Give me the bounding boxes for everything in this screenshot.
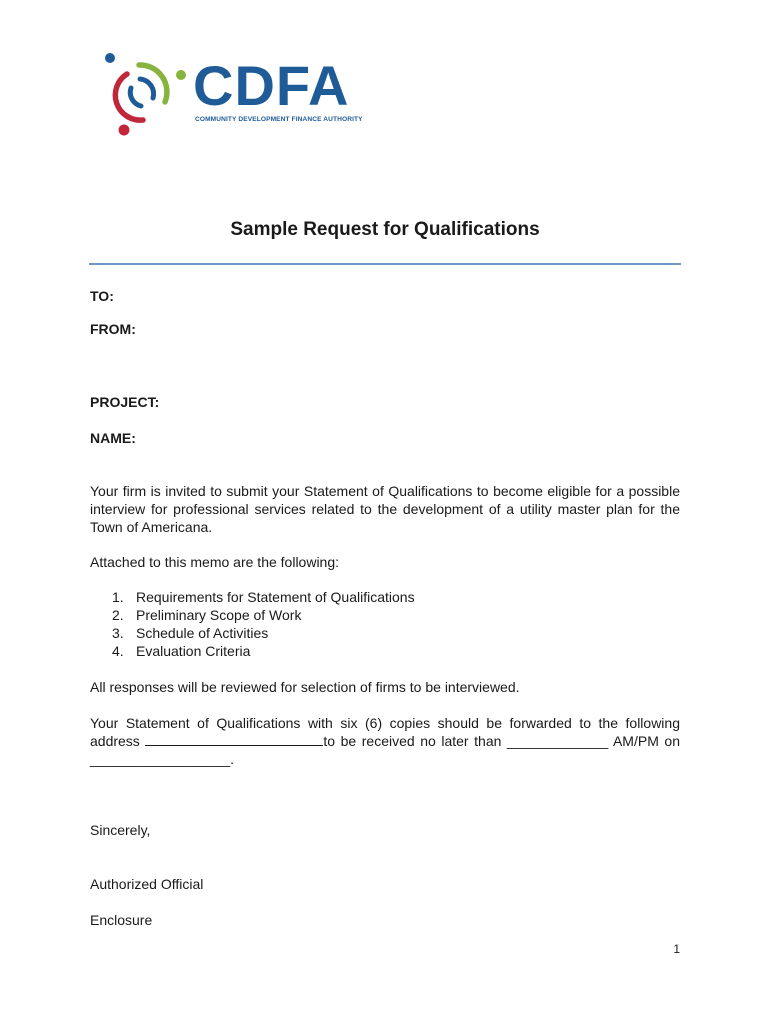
- list-item-text: Schedule of Activities: [136, 625, 269, 641]
- list-item: [112, 642, 415, 660]
- cdfa-emblem-icon: [96, 48, 192, 140]
- list-item-text: Requirements for Statement of Qualifications: [136, 589, 415, 605]
- logo-wordmark: CDFA: [193, 54, 350, 117]
- list-item-text: Evaluation Criteria: [136, 643, 251, 659]
- list-item: [112, 624, 415, 642]
- list-item: [112, 588, 415, 606]
- submission-text-end: to be received no later than _____________ AM/PM on __________________.: [90, 733, 680, 767]
- salutation: Sincerely,: [90, 822, 151, 838]
- list-item-number: 2.: [112, 607, 124, 623]
- document-title: Sample Request for Qualifications: [230, 219, 540, 240]
- submission-paragraph: [90, 714, 680, 768]
- intro-paragraph: Your firm is invited to submit your Statement of Qualifications to become eligible for a possible interview for professional services related to the development of a utility master plan for the Town of Americana.: [90, 483, 680, 535]
- list-item-number: 1.: [112, 589, 124, 605]
- list-item-number: 3.: [112, 625, 124, 641]
- review-paragraph: All responses will be reviewed for selection of firms to be interviewed.: [90, 679, 520, 695]
- list-item: [112, 606, 415, 624]
- page-number: 1: [673, 942, 680, 956]
- signatory: Authorized Official: [90, 876, 204, 892]
- from-label: FROM:: [90, 321, 136, 337]
- cdfa-logo: [96, 48, 396, 140]
- list-item-number: 4.: [112, 643, 124, 659]
- attached-intro: Attached to this memo are the following:: [90, 554, 340, 570]
- project-label: PROJECT:: [90, 394, 160, 410]
- logo-tagline: COMMUNITY DEVELOPMENT FINANCE AUTHORITY: [195, 116, 363, 123]
- attachments-list: [112, 588, 415, 660]
- name-label: NAME:: [90, 430, 136, 446]
- title-divider: [89, 263, 681, 265]
- to-label: TO:: [90, 288, 114, 304]
- submission-text-start: Your Statement of Qualifications with six (6) copies should be forwarded to the following address: [90, 715, 680, 749]
- enclosure-label: Enclosure: [90, 912, 153, 928]
- address-blank: [145, 733, 323, 746]
- list-item-text: Preliminary Scope of Work: [136, 607, 302, 623]
